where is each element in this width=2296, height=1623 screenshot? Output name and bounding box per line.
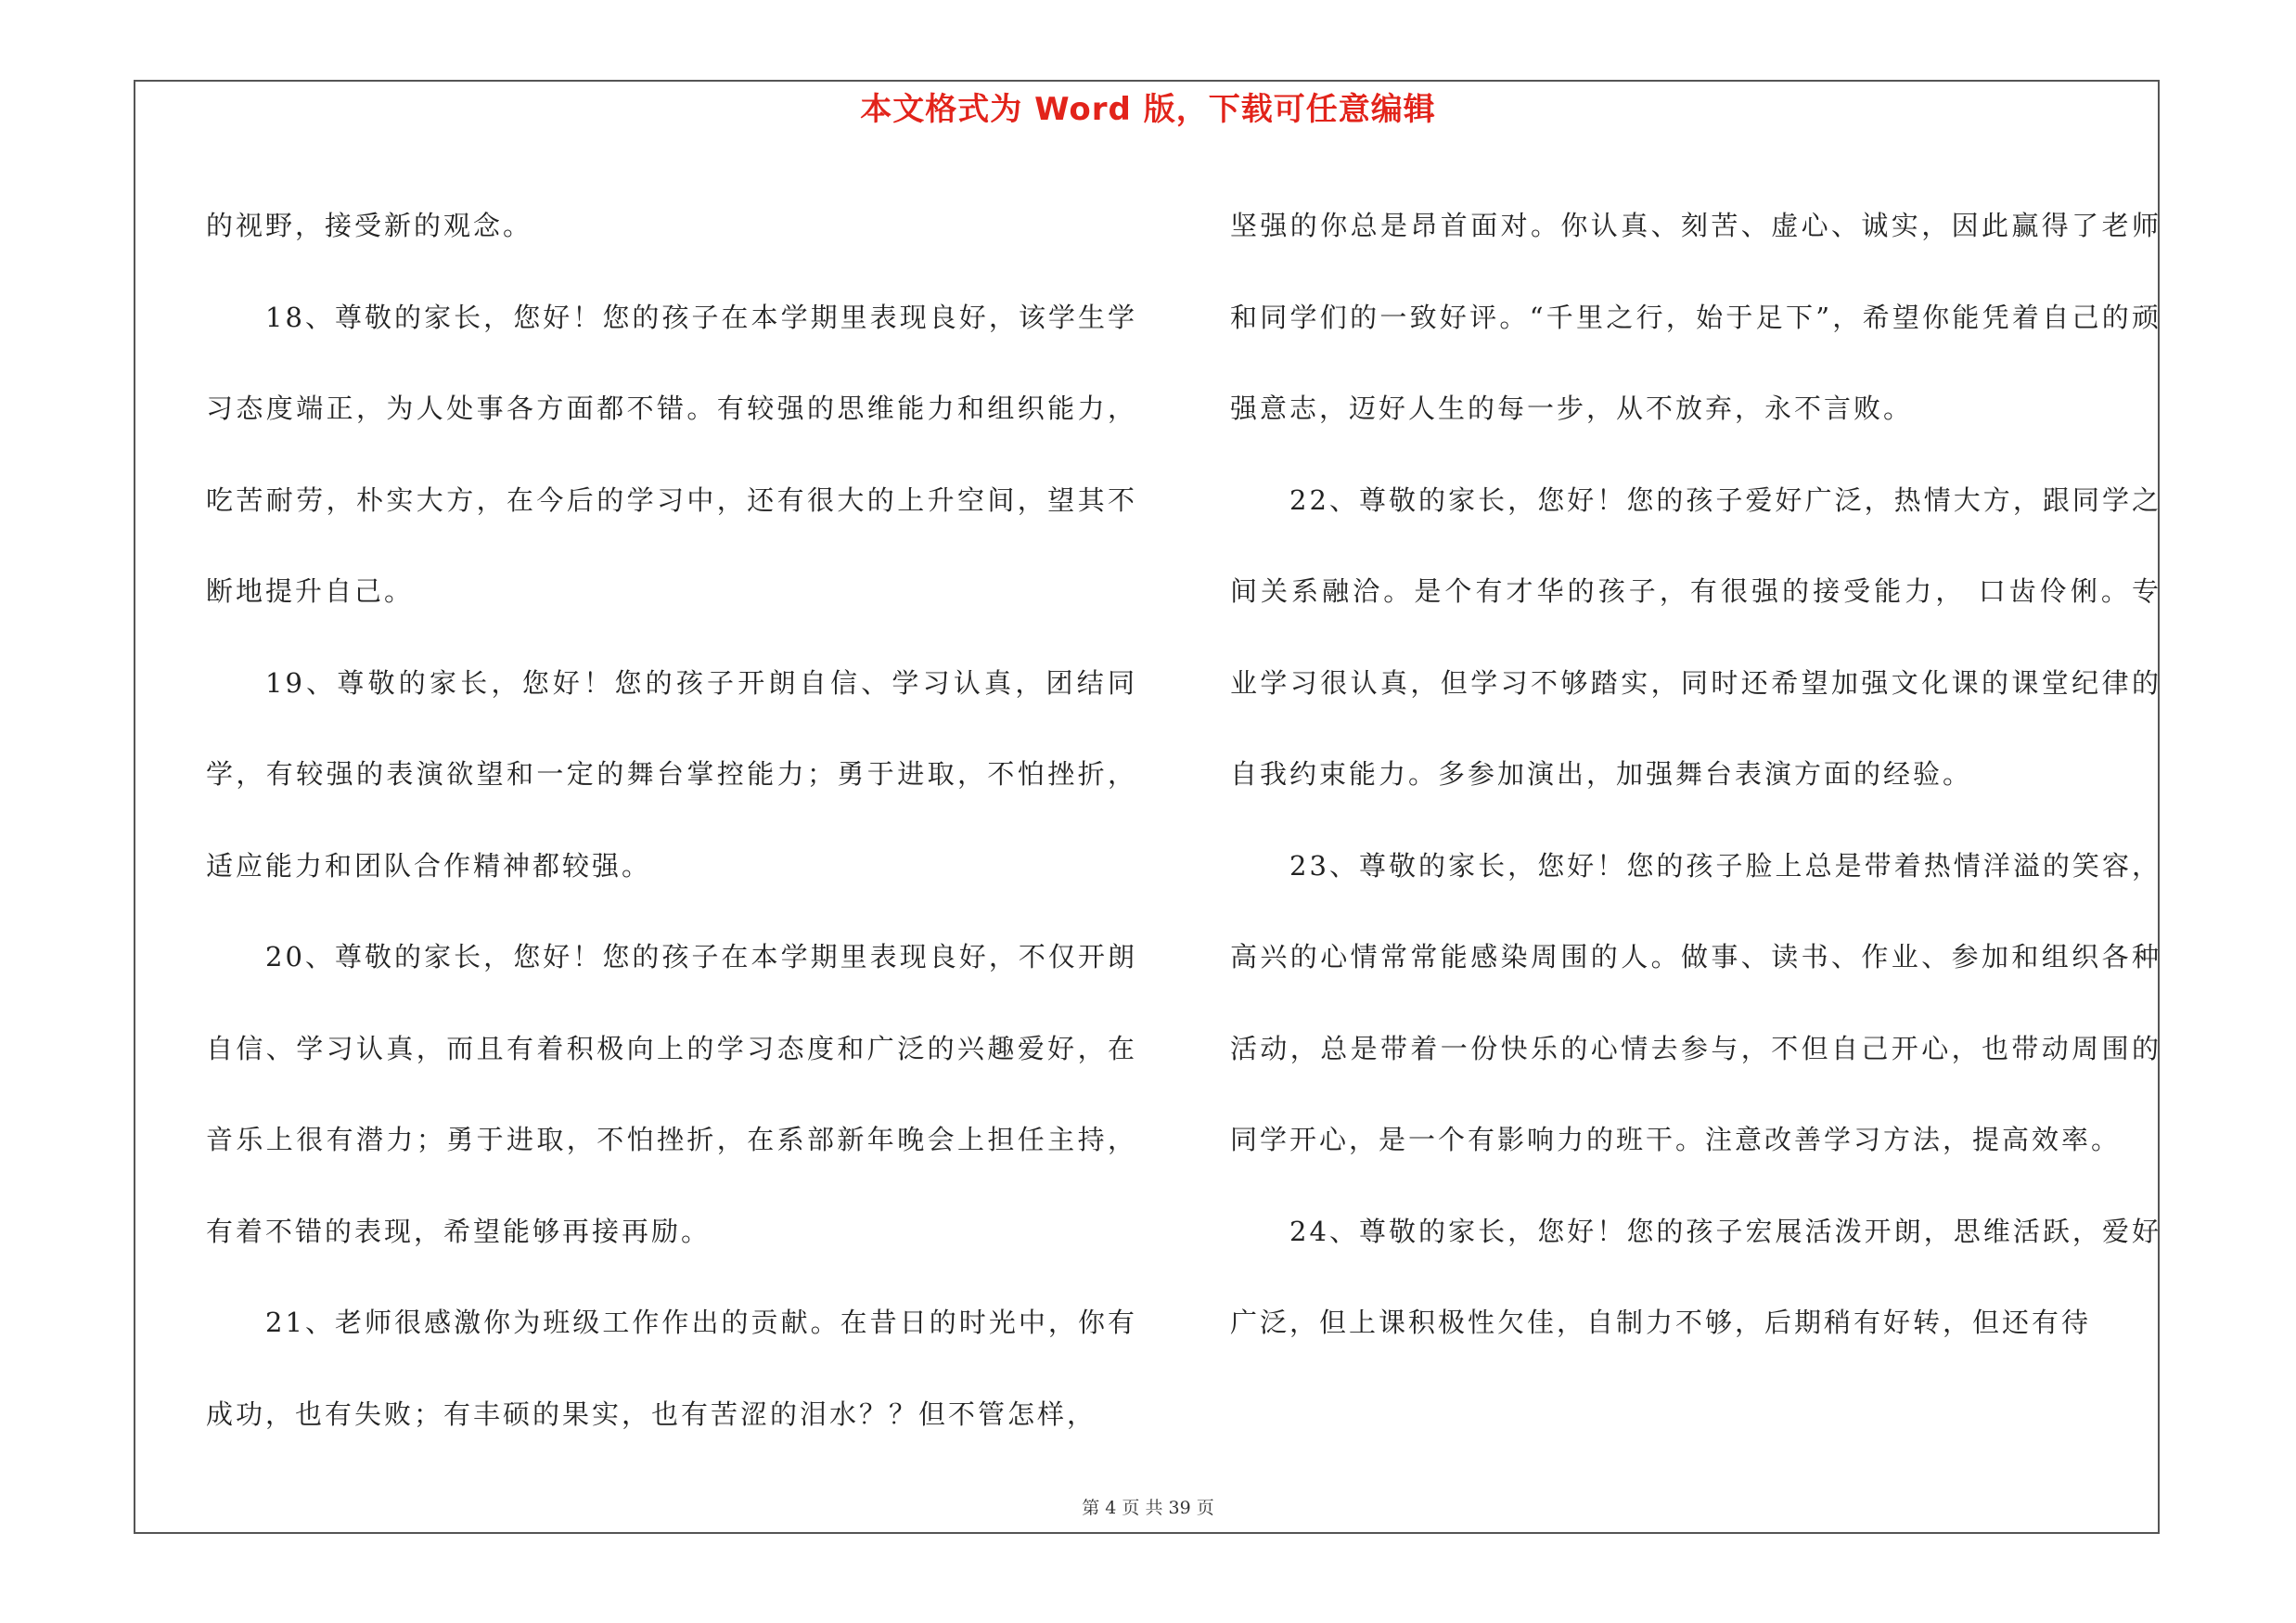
- paragraph: 23、尊敬的家长，您好！您的孩子脸上总是带着热情洋溢的笑容，高兴的心情常常能感染周围的人。做事、读书、作业、参加和组织各种活动，总是带着一份快乐的心情去参与，不但自己开心，也带动周围的同学开心，是一个有影响力的班干。注意改善学习方法，提高效率。: [1230, 849, 2161, 1155]
- paragraph: 坚强的你总是昂首面对。你认真、刻苦、虚心、诚实，因此赢得了老师和同学们的一致好评。“千里之行，始于足下”，希望你能凭着自己的顽强意志，迈好人生的每一步，从不放弃，永不言败。: [1230, 210, 2161, 424]
- header-banner: 本文格式为 Word 版，下载可任意编辑: [860, 91, 1436, 128]
- paragraph: 22、尊敬的家长，您好！您的孩子爱好广泛，热情大方，跟同学之间关系融洽。是个有才华的孩子，有很强的接受能力， 口齿伶俐。专业学习很认真，但学习不够踏实，同时还希望加强文化课的课堂纪律的自我约束能力。多参加演出，加强舞台表演方面的经验。: [1230, 483, 2161, 790]
- paragraph: 18、尊敬的家长，您好！您的孩子在本学期里表现良好，该学生学习态度端正，为人处事各方面都不错。有较强的思维能力和组织能力，吃苦耐劳，朴实大方，在今后的学习中，还有很大的上升空间，望其不断地提升自己。: [206, 301, 1137, 607]
- paragraph: 的视野，接受新的观念。: [206, 210, 533, 241]
- left-column: [206, 180, 1137, 1460]
- right-column: [1230, 180, 2161, 1369]
- paragraph: 21、老师很感激你为班级工作作出的贡献。在昔日的时光中，你有成功，也有失败；有丰硕的果实，也有苦涩的泪水？？但不管怎样，: [206, 1307, 1137, 1430]
- paragraph: 19、尊敬的家长，您好！您的孩子开朗自信、学习认真，团结同学，有较强的表演欲望和一定的舞台掌控能力；勇于进取，不怕挫折，适应能力和团队合作精神都较强。: [206, 666, 1137, 882]
- paragraph: 20、尊敬的家长，您好！您的孩子在本学期里表现良好，不仅开朗自信、学习认真，而且有着积极向上的学习态度和广泛的兴趣爱好，在音乐上很有潜力；勇于进取，不怕挫折，在系部新年晚会上担任主持，有着不错的表现，希望能够再接再励。: [206, 941, 1137, 1247]
- page-number: 第 4 页 共 39 页: [1082, 1498, 1214, 1518]
- paragraph: 24、尊敬的家长，您好！您的孩子宏展活泼开朗，思维活跃，爱好广泛，但上课积极性欠佳，自制力不够，后期稍有好转，但还有待: [1230, 1215, 2161, 1338]
